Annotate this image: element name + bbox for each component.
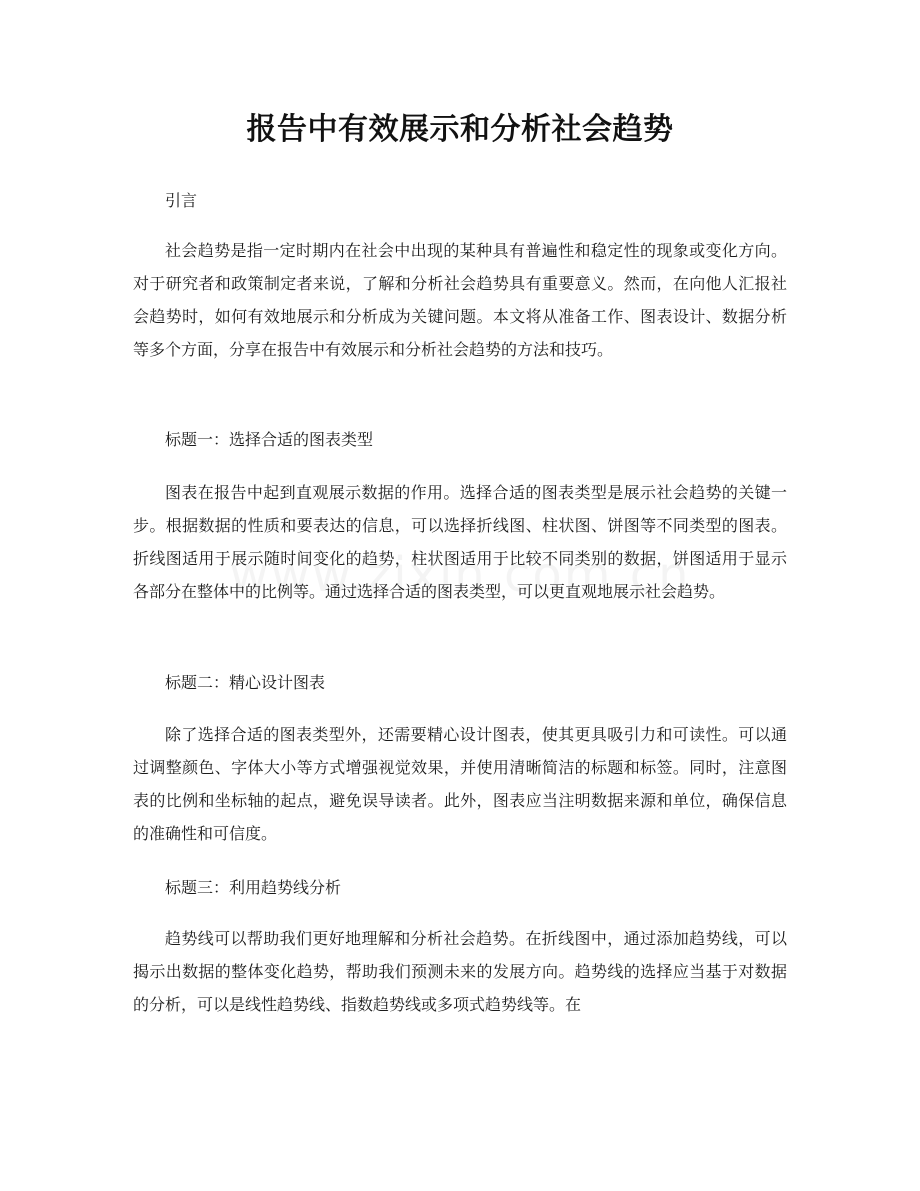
document-title: 报告中有效展示和分析社会趋势: [246, 112, 674, 147]
intro-paragraph: 社会趋势是指一定时期内在社会中出现的某种具有普遍性和稳定性的现象或变化方向。对于研究者和政策制定者来说，了解和分析社会趋势具有重要意义。然而，在向他人汇报社会趋势时，如何有效地展示和分析成为关键问题。本文将从准备工作、图表设计、数据分析等多个方面，分享在报告中有效展示和分析社会趋势的方法和技巧。: [133, 241, 787, 359]
section2-paragraph: 除了选择合适的图表类型外，还需要精心设计图表，使其更具吸引力和可读性。可以通过调整颜色、字体大小等方式增强视觉效果，并使用清晰简洁的标题和标签。同时，注意图表的比例和坐标轴的起点，避免误导读者。此外，图表应当注明数据来源和单位，确保信息的准确性和可信度。: [133, 725, 787, 843]
section1-heading: 标题一：选择合适的图表类型: [165, 430, 374, 449]
section2-heading: 标题二：精心设计图表: [165, 673, 326, 692]
intro-heading: 引言: [165, 191, 198, 210]
section3-heading: 标题三：利用趋势线分析: [165, 878, 342, 897]
section1-paragraph: 图表在报告中起到直观展示数据的作用。选择合适的图表类型是展示社会趋势的关键一步。根据数据的性质和要表达的信息，可以选择折线图、柱状图、饼图等不同类型的图表。折线图适用于展示随时间变化的趋势，柱状图适用于比较不同类别的数据，饼图适用于显示各部分在整体中的比例等。通过选择合适的图表类型，可以更直观地展示社会趋势。: [133, 483, 787, 601]
section3-paragraph: 趋势线可以帮助我们更好地理解和分析社会趋势。在折线图中，通过添加趋势线，可以揭示出数据的整体变化趋势，帮助我们预测未来的发展方向。趋势线的选择应当基于对数据的分析，可以是线性趋势线、指数趋势线或多项式趋势线等。在: [133, 929, 787, 1014]
